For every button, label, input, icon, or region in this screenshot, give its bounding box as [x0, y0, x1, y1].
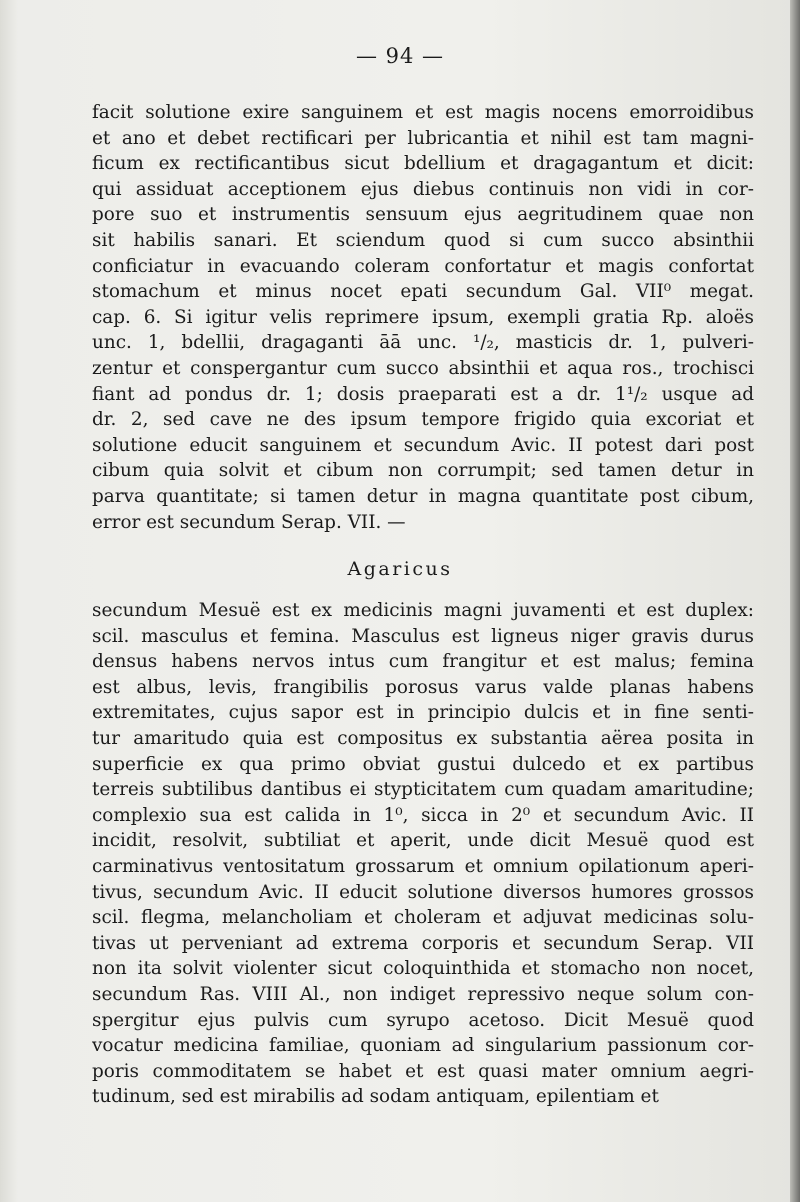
text-line: incidit, resolvit, subtiliat et aperit, unde dicit Mesuë quod est — [92, 830, 754, 852]
section-heading: Agaricus — [347, 558, 453, 580]
text-line: superficie ex qua primo obviat gustui dulcedo et ex partibus — [92, 753, 754, 775]
text-line: carminativus ventositatum grossarum et omnium opilationum aperi- — [92, 855, 754, 877]
text-line: facit solutione exire sanguinem et est magis nocens emorroidibus — [92, 102, 754, 123]
text-line: vocatur medicina familiae, quoniam ad singularium passionum cor- — [92, 1035, 754, 1057]
text-line: densus habens nervos intus cum frangitur et est malus; femina — [92, 651, 754, 673]
text-line: spergitur ejus pulvis cum syrupo acetoso. Dicit Mesuë quod — [92, 1009, 754, 1031]
text-line: pore suo et instrumentis sensuum ejus aegritudinem quae non — [92, 204, 754, 226]
text-line: complexio sua est calida in 1⁰, sicca in 2⁰ et secundum Avic. II — [92, 804, 754, 826]
text-line: fiant ad pondus dr. 1; dosis praeparati est a dr. 1¹/₂ usque ad — [92, 383, 754, 405]
text-line: conficiatur in evacuando coleram confortatur et magis confortat — [92, 255, 754, 277]
text-line: dr. 2, sed cave ne des ipsum tempore frigido quia excoriat et — [92, 409, 754, 431]
paragraph-1 — [92, 100, 754, 535]
text-line: zentur et conspergantur cum succo absinthii et aqua ros., trochisci — [92, 357, 754, 379]
text-line: non ita solvit violenter sicut coloquinthida et stomacho non nocet, — [92, 958, 754, 980]
text-line: tivus, secundum Avic. II educit solutione diversos humores grossos — [92, 881, 754, 903]
text-line: solutione educit sanguinem et secundum Avic. II potest dari post — [92, 434, 754, 456]
text-line: cap. 6. Si igitur velis reprimere ipsum, exempli gratia Rp. aloës — [92, 306, 754, 328]
text-line: sit habilis sanari. Et sciendum quod si cum succo absinthii — [92, 229, 754, 251]
text-line: tur amaritudo quia est compositus ex substantia aërea posita in — [92, 727, 754, 749]
text-line: extremitates, cujus sapor est in principio dulcis et in fine senti- — [92, 702, 754, 724]
text-line: tudinum, sed est mirabilis ad sodam antiquam, epilentiam et — [92, 1086, 659, 1108]
text-line: parva quantitate; si tamen detur in magna quantitate post cibum, — [92, 485, 754, 507]
text-line: unc. 1, bdellii, dragaganti āā unc. ¹/₂, masticis dr. 1, pulveri- — [92, 332, 754, 354]
text-line: est albus, levis, frangibilis porosus varus valde planas habens — [92, 676, 754, 698]
text-line: ficum ex rectificantibus sicut bdellium et dragagantum et dicit: — [92, 153, 754, 175]
text-line: secundum Mesuë est ex medicinis magni juvamenti et est duplex: — [92, 600, 754, 621]
text-line: secundum Ras. VIII Al., non indiget repressivo neque solum con- — [92, 983, 754, 1005]
text-line: scil. masculus et femina. Masculus est ligneus niger gravis durus — [92, 625, 754, 647]
text-line: tivas ut perveniant ad extrema corporis et secundum Serap. VII — [92, 932, 754, 954]
text-line: cibum quia solvit et cibum non corrumpit; sed tamen detur in — [92, 460, 754, 482]
text-line: et ano et debet rectificari per lubricantia et nihil est tam magni- — [92, 127, 754, 149]
text-line: poris commoditatem se habet et est quasi mater omnium aegri- — [92, 1060, 754, 1082]
text-line: error est secundum Serap. VII. — — [92, 511, 406, 533]
text-line: stomachum et minus nocet epati secundum Gal. VII⁰ megat. — [92, 281, 754, 303]
paragraph-2 — [92, 598, 754, 1110]
text-line: terreis subtilibus dantibus ei stypticitatem cum quadam amaritudine; — [92, 779, 754, 801]
text-line: qui assiduat acceptionem ejus diebus continuis non vidi in cor- — [92, 178, 754, 200]
page-number: — 94 — — [355, 44, 445, 68]
page-edge-shadow — [790, 0, 800, 1202]
text-line: scil. flegma, melancholiam et choleram et adjuvat medicinas solu- — [92, 907, 754, 929]
